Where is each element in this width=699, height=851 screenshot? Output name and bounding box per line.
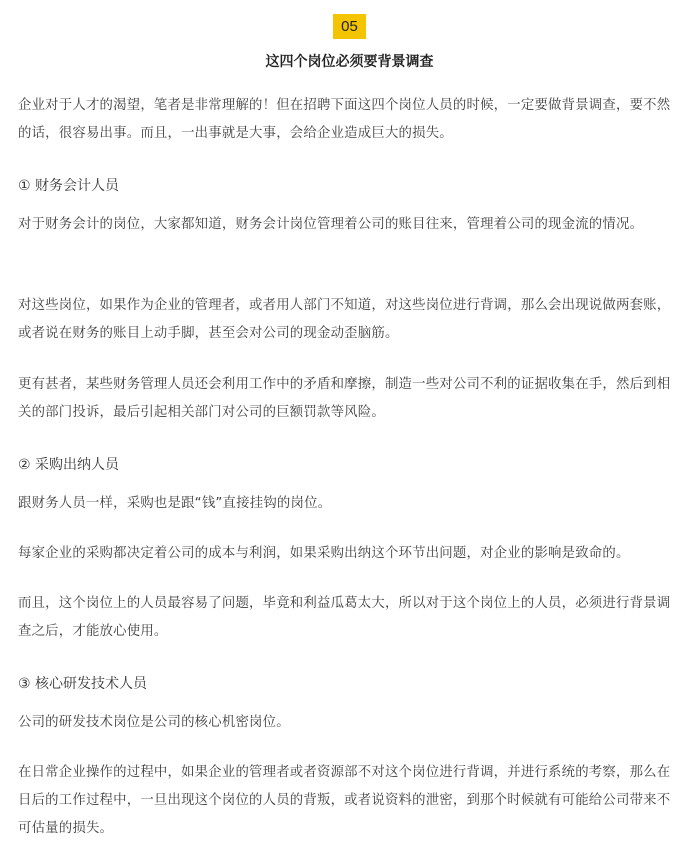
finance-paragraph-1: 对于财务会计的岗位，大家都知道，财务会计岗位管理着公司的账目往来，管理着公司的现金流的情况。 xyxy=(18,217,644,232)
intro-paragraph: 企业对于人才的渴望，笔者是非常理解的！但在招聘下面这四个岗位人员的时候，一定要做背景调查，要不然的话，很容易出事。而且，一出事就是大事，会给企业造成巨大的损失。 xyxy=(18,98,671,141)
section-title: 这四个岗位必须要背景调查 xyxy=(265,54,434,70)
section-number-badge: 05 xyxy=(333,14,366,39)
finance-heading: ① 财务会计人员 xyxy=(18,178,120,194)
finance-paragraph-2: 对这些岗位，如果作为企业的管理者，或者用人部门不知道，对这些岗位进行背调，那么会出现说做两套账，或者说在财务的账目上动手脚，甚至会对公司的现金动歪脑筋。 xyxy=(18,298,671,341)
finance-paragraph-3: 更有甚者，某些财务管理人员还会利用工作中的矛盾和摩擦，制造一些对公司不利的证据收集在手，然后到相关的部门投诉，最后引起相关部门对公司的巨额罚款等风险。 xyxy=(18,377,671,420)
rnd-heading: ③ 核心研发技术人员 xyxy=(18,676,148,692)
rnd-paragraph-1: 公司的研发技术岗位是公司的核心机密岗位。 xyxy=(18,715,290,730)
purchasing-paragraph-3: 而且，这个岗位上的人员最容易了问题，毕竟和利益瓜葛太大，所以对于这个岗位上的人员，必须进行背景调查之后，才能放心使用。 xyxy=(18,596,671,639)
purchasing-paragraph-2: 每家企业的采购都决定着公司的成本与利润，如果采购出纳这个环节出问题，对企业的影响是致命的。 xyxy=(18,546,630,561)
rnd-paragraph-2: 在日常企业操作的过程中，如果企业的管理者或者资源部不对这个岗位进行背调，并进行系统的考察，那么在日后的工作过程中，一旦出现这个岗位的人员的背叛，或者说资料的泄密，到那个时候就有可能给公司带来不可估量的损失。 xyxy=(18,765,671,836)
purchasing-paragraph-1: 跟财务人员一样，采购也是跟“钱”直接挂钩的岗位。 xyxy=(18,496,332,511)
purchasing-heading: ② 采购出纳人员 xyxy=(18,457,120,473)
